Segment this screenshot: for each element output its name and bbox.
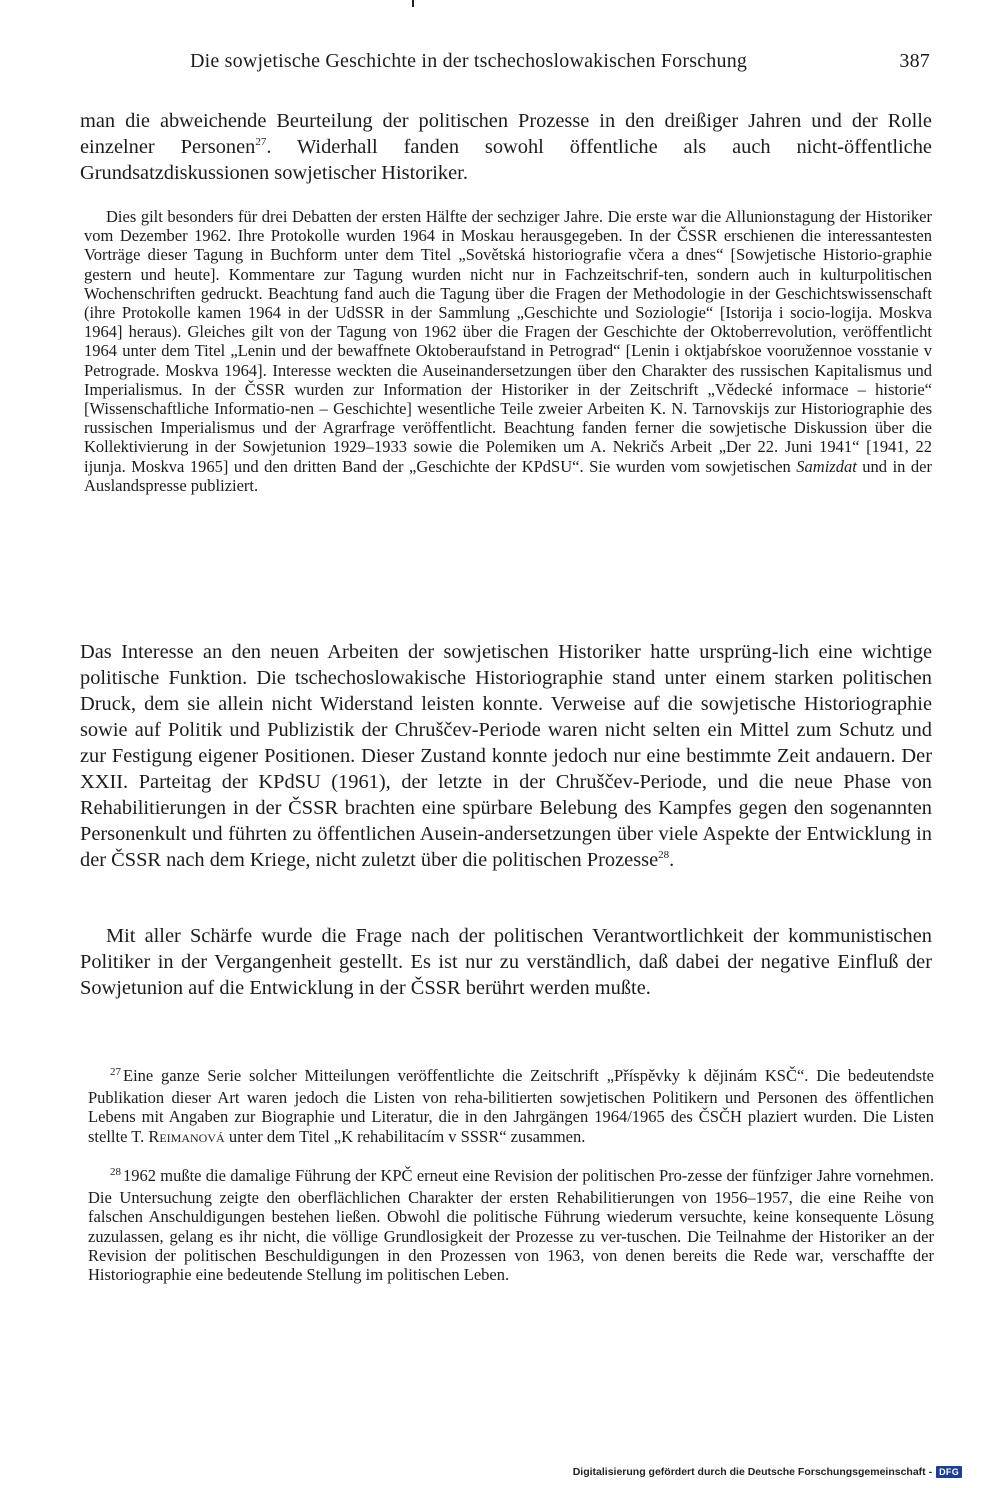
footnote-28-mark: 28 (110, 1166, 121, 1178)
dfg-logo-icon[interactable]: DFG (936, 1466, 962, 1478)
footnote-27 (88, 1066, 934, 1146)
paragraph-3 (80, 639, 932, 873)
footnote-28-text: 1962 mußte die damalige Führung der KPČ erneut eine Revision der politischen Pro-zesse der fünfziger Jahre vornehmen. Die Untersuchung zeigte den oberflächlichen Charakter der ersten Rehabilitierungen von 1956–1957, die eine Reihe von falschen Anschuldigungen bestehen ließen. Obwohl die politische Führung wiederum versuchte, keine konsequente Lösung zuzulassen, gelang es ihr nicht, die völlige Grundlosigkeit der Prozesse zu ver-tuschen. Die Teilnahme der Historiker an der Revision der politischen Beschuldigungen in den Prozessen von 1963, von denen bereits die Rede war, verschaffte der Historiographie eine bedeutende Stellung im politischen Leben. (88, 1166, 934, 1285)
footer-note-text: Digitalisierung gefördert durch die Deutsche Forschungsgemeinschaft - (572, 1466, 933, 1478)
paragraph-2-italic: Samizdat (796, 456, 857, 476)
footnote-27-author: Reimanová (148, 1126, 225, 1146)
running-head (190, 50, 930, 80)
footnote-28 (88, 1166, 934, 1284)
paragraph-1 (80, 108, 932, 186)
paragraph-3-text-after: . (669, 849, 675, 871)
footnote-27-mark: 27 (110, 1066, 121, 1078)
paragraph-1-text: man die abweichende Beurteilung der politischen Prozesse in den dreißiger Jahren und der Rolle einzelner Personen (80, 110, 932, 158)
paragraph-4 (80, 923, 932, 1001)
paragraph-2-text-after: und in der Auslandspresse publiziert. (84, 456, 932, 495)
page-number: 387 (899, 50, 930, 72)
digitization-footer (573, 1466, 962, 1478)
running-head-title: Die sowjetische Geschichte in der tschechoslowakischen Forschung (190, 50, 748, 72)
paragraph-3-text: Das Interesse an den neuen Arbeiten der sowjetischen Historiker hatte ursprüng-lich eine wichtige politische Funktion. Die tschechoslowakische Historiographie stand unter einem starken politischen Druck, dem sie allein nicht Widerstand leisten konnte. Verweise auf die sowjetische Historiographie sowie auf Politik und Publizistik der Chruščev-Periode waren nicht selten ein Mittel zum Schutz und zur Festigung eigener Positionen. Dieser Zustand konnte jedoch nur eine bestimmte Zeit andauern. Der XXII. Parteitag der KPdSU (1961), der letzte in der Chruščev-Periode, und die neue Phase von Rehabilitierungen in der ČSSR brachten eine spürbare Belebung des Kampfes gegen den sogenannten Personenkult und führten zu öffentlichen Ausein-andersetzungen über viele Aspekte der Entwicklung in der ČSSR nach dem Kriege, nicht zuletzt über die politischen Prozesse (80, 641, 932, 871)
top-margin-mark (412, 0, 414, 7)
footnote-ref-27[interactable]: 27 (255, 136, 267, 149)
paragraph-1-text-after: . Widerhall fanden sowohl öffentliche als auch nicht-öffentliche Grundsatzdiskussionen sowjetischer Historiker. (80, 136, 932, 184)
footnote-27-text-after: unter dem Titel „K rehabilitacím v SSSR“ zusammen. (224, 1126, 586, 1146)
paragraph-2-excursus (84, 207, 932, 495)
footnote-27-text: Eine ganze Serie solcher Mitteilungen veröffentlichte die Zeitschrift „Příspěvky k dějinám KSČ“. Die bedeutendste Publikation dieser Art waren jedoch die Listen von reha-bilitierten sowjetischen Politikern und Personen des öffentlichen Lebens mit Angaben zur Biographie und Literatur, die in den Jahrgängen 1964/1965 des ČSČH plaziert wurden. Die Listen stellte T. (88, 1066, 934, 1146)
paragraph-2-text: Dies gilt besonders für drei Debatten der ersten Hälfte der sechziger Jahre. Die erste war die Allunionstagung der Historiker vom Dezember 1962. Ihre Protokolle wurden 1964 in Moskau herausgegeben. In der ČSSR erschienen die interessantesten Vorträge dieser Tagung in Buchform unter dem Titel „Sovětská historiografie včera a dnes“ [Sowjetische Historio-graphie gestern und heute]. Kommentare zur Tagung wurden nicht nur in Fachzeitschrif-ten, sondern auch in kulturpolitischen Wochenschriften gedruckt. Beachtung fand auch die Tagung über die Fragen der Methodologie in der Geschichtswissenschaft (ihre Protokolle kamen 1964 in der UdSSR in der Sammlung „Geschichte und Soziologie“ [Istorija i socio-logija. Moskva 1964] heraus). Gleiches gilt von der Tagung von 1962 über die Fragen der Geschichte der Oktoberrevolution, veröffentlicht 1964 unter dem Titel „Lenin und der bewaffnete Oktoberaufstand in Petrograd“ [Lenin i oktjabŕskoe vooružennoe vosstanie v Petrograde. Moskva 1964]. Interesse weckten die Auseinandersetzungen über den Charakter des russischen Kapitalismus und Imperialismus. In der ČSSR wurden zur Information der Historiker in der Zeitschrift „Vědecké informace – historie“ [Wissenschaftliche Informatio-nen – Geschichte] wesentliche Teile zweier Arbeiten K. N. Tarnovskijs zur Historiographie des russischen Imperialismus und der Agrarfrage veröffentlicht. Beachtung fanden ferner die sowjetische Diskussion über die Kollektivierung in der Sowjetunion 1929–1933 sowie die Polemiken um A. Nekričs Arbeit „Der 22. Juni 1941“ [1941, 22 ijunja. Moskva 1965] und den dritten Band der „Geschichte der KPdSU“. Sie wurden vom sowjetischen (84, 207, 932, 476)
footnote-ref-28[interactable]: 28 (658, 849, 670, 862)
paragraph-4-text: Mit aller Schärfe wurde die Frage nach der politischen Verantwortlichkeit der kommunistischen Politiker in der Vergangenheit gestellt. Es ist nur zu verständlich, daß dabei der negative Einfluß der Sowjetunion auf die Entwicklung in der ČSSR berührt werden mußte. (80, 925, 932, 999)
